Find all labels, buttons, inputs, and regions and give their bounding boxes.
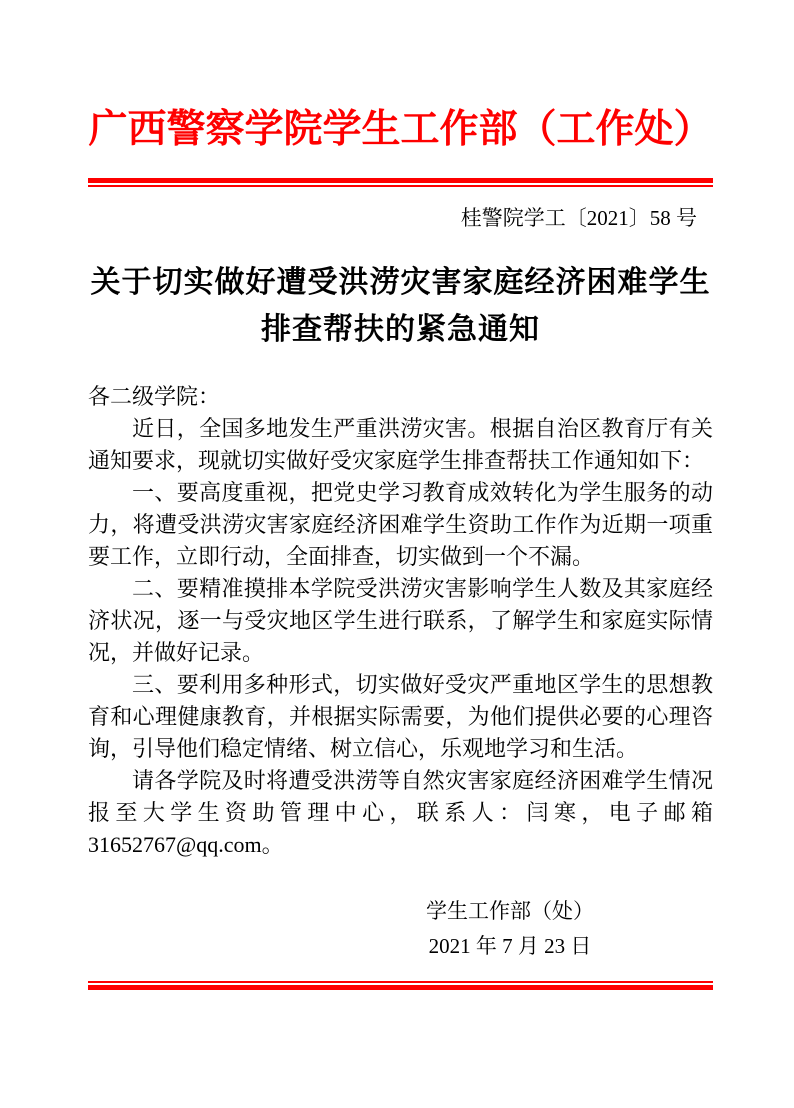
document-number: 桂警院学工〔2021〕58 号 [460,206,697,230]
body-paragraph-intro: 近日，全国多地发生严重洪涝灾害。根据自治区教育厅有关通知要求，现就切实做好受灾家庭学生排查帮扶工作通知如下： [88,416,713,473]
body-paragraph-item-1: 一、要高度重视，把党史学习教育成效转化为学生服务的动力，将遭受洪涝灾害家庭经济困难学生资助工作作为近期一项重要工作，立即行动，全面排查，切实做到一个不漏。 [88,480,713,569]
notice-title-line-2: 排查帮扶的紧急通知 [261,313,540,346]
header-divider-line [88,178,713,187]
signature-date: 2021 年 7 月 23 日 [428,934,592,958]
salutation: 各二级学院： [88,384,221,409]
signature-org: 学生工作部（处） [426,899,594,923]
notice-title-line-1: 关于切实做好遭受洪涝灾害家庭经济困难学生 [90,266,711,299]
signature-block [415,894,605,964]
notice-body [88,381,713,861]
letterhead-title: 广西警察学院学生工作部（工作处） [88,108,713,151]
body-paragraph-item-3: 三、要利用多种形式，切实做好受灾严重地区学生的思想教育和心理健康教育，并根据实际需要，为他们提供必要的心理咨询，引导他们稳定情绪、树立信心，乐观地学习和生活。 [88,672,713,761]
notice-title [88,259,713,353]
body-paragraph-item-2: 二、要精准摸排本学院受洪涝灾害影响学生人数及其家庭经济状况，逐一与受灾地区学生进行联系，了解学生和家庭实际情况，并做好记录。 [88,576,713,665]
body-paragraph-contact: 请各学院及时将遭受洪涝等自然灾害家庭经济困难学生情况报至大学生资助管理中心，联系人：闫寒，电子邮箱31652767@qq.com。 [88,768,713,857]
footer-divider-line [88,981,713,990]
